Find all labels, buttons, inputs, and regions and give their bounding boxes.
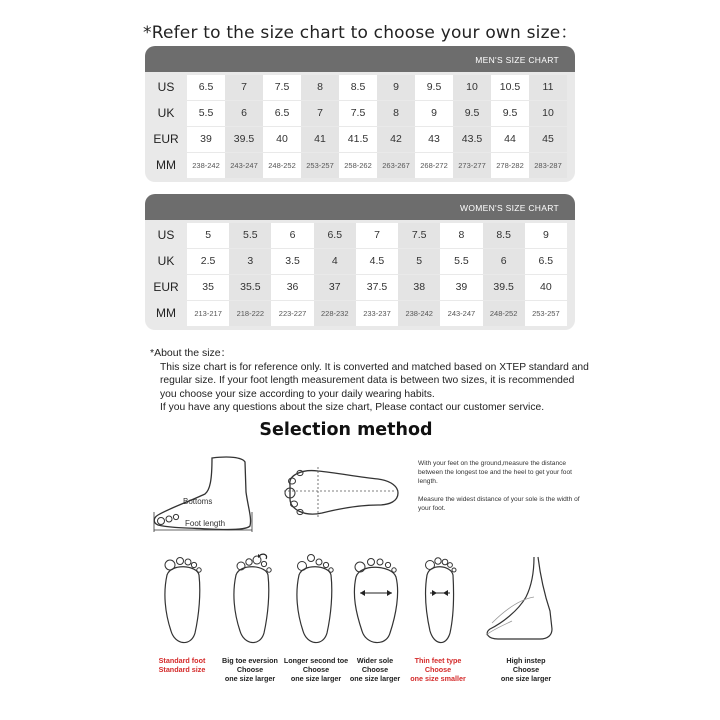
size-cell: 248-252 — [263, 153, 301, 178]
caption-line: Choose — [512, 665, 540, 674]
sole-width-illustration — [278, 463, 400, 521]
mens-size-chart — [145, 46, 575, 180]
size-cell: 253-257 — [301, 153, 339, 178]
size-cell: 7.5 — [339, 101, 377, 126]
big-toe-eversion-illustration — [222, 553, 282, 653]
mens-chart-body — [145, 72, 575, 182]
size-cell: 36 — [271, 275, 313, 300]
size-cell: 4.5 — [356, 249, 398, 274]
caption-line: Choose — [424, 665, 452, 674]
size-cell: 40 — [263, 127, 301, 152]
womens-chart-title: WOMEN'S SIZE CHART — [145, 194, 575, 220]
size-cell: 35 — [187, 275, 229, 300]
row-label: UK — [157, 106, 175, 120]
about-size-text — [160, 361, 590, 415]
size-cell: 9 — [415, 101, 453, 126]
size-cell: 213-217 — [187, 301, 229, 326]
size-cell: 9 — [525, 223, 567, 248]
mens-row-us — [145, 74, 567, 100]
caption-line: one size larger — [224, 674, 276, 683]
caption-line: one size larger — [290, 674, 342, 683]
size-cell: 263-267 — [377, 153, 415, 178]
size-cell: 6.5 — [187, 75, 225, 100]
mens-row-mm — [145, 152, 567, 178]
size-cell: 9 — [377, 75, 415, 100]
about-line: This size chart is for reference only. It is converted and matched based on XTEP standard and — [160, 362, 589, 373]
thin-feet-illustration — [410, 553, 470, 653]
size-cell: 39 — [187, 127, 225, 152]
size-cell: 39 — [440, 275, 482, 300]
size-cell: 9.5 — [453, 101, 491, 126]
size-cell: 8.5 — [483, 223, 525, 248]
size-cell: 43.5 — [453, 127, 491, 152]
size-cell: 10.5 — [491, 75, 529, 100]
mens-row-uk — [145, 100, 567, 126]
size-cell: 6 — [271, 223, 313, 248]
size-cell: 8 — [377, 101, 415, 126]
size-cell: 238-242 — [187, 153, 225, 178]
caption-line: Longer second toe — [283, 656, 349, 665]
size-cell: 9.5 — [415, 75, 453, 100]
size-cell: 45 — [529, 127, 567, 152]
size-cell: 7 — [301, 101, 339, 126]
size-cell: 2.5 — [187, 249, 229, 274]
size-cell: 7.5 — [398, 223, 440, 248]
size-cell: 10 — [529, 101, 567, 126]
caption-line: one size larger — [500, 674, 552, 683]
mens-chart-title: MEN'S SIZE CHART — [145, 46, 575, 72]
about-size-title: *About the size： — [150, 347, 232, 359]
foot-length-instruction: With your feet on the ground,measure the distance between the longest toe and the heel to get your foot length. — [418, 460, 572, 485]
size-cell: 41.5 — [339, 127, 377, 152]
size-cell: 9.5 — [491, 101, 529, 126]
size-cell: 7 — [225, 75, 263, 100]
high-instep-caption — [488, 656, 564, 683]
size-cell: 11 — [529, 75, 567, 100]
size-cell: 35.5 — [229, 275, 271, 300]
size-cell: 43 — [415, 127, 453, 152]
thin-feet-caption — [400, 656, 476, 683]
bottoms-label: Bottoms — [183, 497, 213, 506]
size-cell: 3 — [229, 249, 271, 274]
size-cell: 223-227 — [271, 301, 313, 326]
size-cell: 39.5 — [483, 275, 525, 300]
womens-chart-body — [145, 220, 575, 330]
size-cell: 5 — [187, 223, 229, 248]
size-cell: 7.5 — [263, 75, 301, 100]
size-cell: 3.5 — [271, 249, 313, 274]
size-cell: 5.5 — [440, 249, 482, 274]
wider-sole-illustration — [346, 553, 406, 653]
size-cell: 243-247 — [225, 153, 263, 178]
caption-line: Choose — [302, 665, 330, 674]
selection-method-title: Selection method — [259, 420, 433, 440]
foot-length-label: Foot length — [185, 519, 226, 528]
about-line: you choose your size according to your daily wearing habits. — [160, 388, 435, 400]
size-cell: 258-262 — [339, 153, 377, 178]
high-instep-illustration — [478, 553, 568, 653]
size-cell: 6.5 — [314, 223, 356, 248]
caption-line: Standard size — [158, 665, 206, 674]
caption-line: Choose — [361, 665, 389, 674]
size-cell: 268-272 — [415, 153, 453, 178]
caption-line: Wider sole — [356, 656, 394, 665]
mens-row-eur — [145, 126, 567, 152]
size-cell: 253-257 — [525, 301, 567, 326]
about-line: regular size. If your foot length measurement data is between two sizes, it is recommended — [160, 375, 575, 387]
row-label: EUR — [153, 280, 179, 294]
size-cell: 10 — [453, 75, 491, 100]
size-cell: 7 — [356, 223, 398, 248]
womens-row-uk — [145, 248, 567, 274]
size-cell: 6 — [483, 249, 525, 274]
size-cell: 40 — [525, 275, 567, 300]
size-cell: 5.5 — [187, 101, 225, 126]
row-label: MM — [156, 306, 176, 320]
caption-line: Big toe eversion — [222, 656, 278, 665]
size-cell: 243-247 — [440, 301, 482, 326]
row-label: US — [157, 80, 175, 94]
size-cell: 8.5 — [339, 75, 377, 100]
size-cell: 278-282 — [491, 153, 529, 178]
womens-row-mm — [145, 300, 567, 326]
longer-second-toe-illustration — [285, 553, 345, 653]
womens-size-chart — [145, 194, 575, 328]
standard-foot-caption — [144, 656, 220, 674]
size-cell: 283-287 — [529, 153, 567, 178]
caption-line: Choose — [236, 665, 264, 674]
size-cell: 37.5 — [356, 275, 398, 300]
size-cell: 8 — [301, 75, 339, 100]
size-chart-heading: *Refer to the size chart to choose your own size： — [143, 23, 578, 43]
row-label: EUR — [153, 132, 179, 146]
size-cell: 248-252 — [483, 301, 525, 326]
size-cell: 44 — [491, 127, 529, 152]
size-cell: 233-237 — [356, 301, 398, 326]
size-cell: 218-222 — [229, 301, 271, 326]
row-label: MM — [156, 158, 176, 172]
foot-width-instruction: Measure the widest distance of your sole is the width of your foot. — [418, 496, 580, 512]
size-cell: 228-232 — [314, 301, 356, 326]
caption-line: Thin feet type — [414, 656, 462, 665]
womens-row-us — [145, 222, 567, 248]
row-label: UK — [157, 254, 175, 268]
size-cell: 5.5 — [229, 223, 271, 248]
size-cell: 8 — [440, 223, 482, 248]
size-cell: 6.5 — [525, 249, 567, 274]
size-cell: 238-242 — [398, 301, 440, 326]
caption-line: Standard foot — [158, 656, 206, 665]
standard-foot-illustration — [153, 553, 213, 653]
womens-row-eur — [145, 274, 567, 300]
row-label: US — [157, 228, 175, 242]
size-cell: 6.5 — [263, 101, 301, 126]
size-cell: 38 — [398, 275, 440, 300]
caption-line: one size smaller — [410, 674, 466, 683]
caption-line: High instep — [506, 656, 546, 665]
caption-line: one size larger — [349, 674, 401, 683]
size-cell: 4 — [314, 249, 356, 274]
size-cell: 42 — [377, 127, 415, 152]
size-cell: 5 — [398, 249, 440, 274]
size-cell: 273-277 — [453, 153, 491, 178]
about-line: If you have any questions about the size chart, Please contact our customer service. — [160, 402, 545, 414]
size-cell: 6 — [225, 101, 263, 126]
size-cell: 39.5 — [225, 127, 263, 152]
size-cell: 41 — [301, 127, 339, 152]
size-cell: 37 — [314, 275, 356, 300]
